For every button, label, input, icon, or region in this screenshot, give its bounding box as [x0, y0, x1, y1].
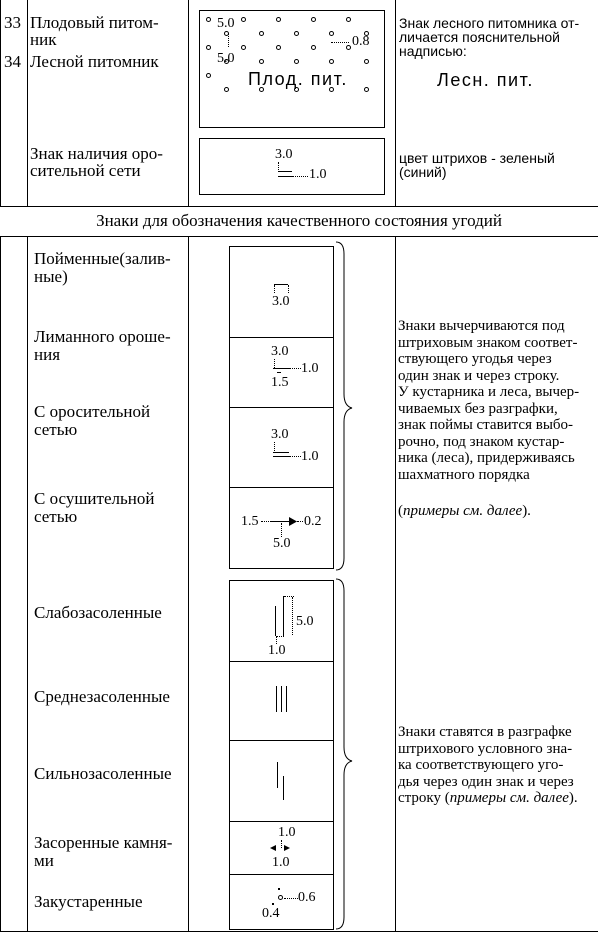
- dim-leader: [288, 285, 289, 293]
- dim-label: 5.0: [217, 16, 235, 31]
- item-name-cont: ные): [34, 267, 68, 286]
- stone-arrows-icon: [270, 845, 290, 851]
- table-rule: [0, 0, 1, 206]
- nursery-dot: [364, 59, 369, 64]
- note-line: ника (леса), придерживаясь: [398, 450, 575, 466]
- shrub-circle: [278, 895, 283, 900]
- dim-label: 5.0: [273, 536, 291, 551]
- table-rule: [0, 236, 1, 932]
- estuary-stroke: [273, 368, 289, 369]
- dim-label: 3.0: [272, 294, 290, 309]
- dim-leader: [289, 368, 301, 369]
- row-number-33: 33: [4, 13, 21, 32]
- note-line: рочно, под знаком кустар-: [398, 433, 565, 450]
- item-name: С оросительной: [34, 402, 151, 421]
- dim-label: 1.0: [301, 361, 319, 376]
- dim-label: 5.0: [296, 614, 314, 629]
- dim-leader: [278, 162, 279, 170]
- dim-label: 0.2: [304, 514, 322, 529]
- dim-leader: [292, 597, 293, 635]
- item-name: Закустаренные: [34, 892, 143, 911]
- dim-leader: [228, 33, 229, 47]
- group2-note: [398, 724, 574, 790]
- nursery-dot: [364, 87, 369, 92]
- nursery-dot: [311, 17, 316, 22]
- dim-label: 0.4: [262, 906, 280, 921]
- irrigation-name: Знак наличия оро-: [30, 144, 163, 163]
- item-name: Сильнозасоленные: [34, 764, 172, 783]
- saline-stroke: [286, 686, 287, 712]
- dim-leader: [297, 521, 303, 522]
- table-rule: [395, 236, 396, 932]
- saline-stroke: [276, 686, 277, 712]
- saline-stroke: [281, 686, 282, 712]
- group1-note-ref: [398, 503, 531, 519]
- nursery-dot: [206, 17, 211, 22]
- dim-label: 3.0: [271, 344, 289, 359]
- note-line: чиваемых без разграфки,: [398, 400, 558, 417]
- irrigation-name-cont: сительной сети: [30, 161, 141, 180]
- nursery-dot: [224, 87, 229, 92]
- dim-leader: [274, 442, 275, 451]
- dim-label: 0.8: [352, 34, 370, 49]
- note-text: строку (: [398, 790, 450, 806]
- group1-note: [398, 318, 579, 483]
- note-ref: примеры см. далее: [449, 790, 569, 806]
- dim-leader: [276, 636, 284, 637]
- brace-icon: [334, 577, 354, 931]
- nursery-dot: [329, 59, 334, 64]
- dim-label: 1.5: [271, 375, 289, 390]
- saline-stroke: [283, 776, 284, 800]
- table-rule: [0, 236, 598, 237]
- forest-nursery-label: Лесн. пит.: [437, 70, 534, 90]
- dim-leader: [261, 521, 271, 522]
- nursery-dot: [259, 31, 264, 36]
- symbol-cell-strong-saline: [229, 740, 334, 822]
- table-rule: [0, 931, 598, 932]
- row-name-33: Плодовый питом-: [30, 13, 159, 32]
- table-rule: [27, 0, 28, 206]
- table-rule: [27, 236, 28, 932]
- dim-leader: [292, 176, 308, 177]
- dim-leader: [289, 456, 301, 457]
- note-ref-close: ).: [522, 503, 531, 519]
- item-name: Слабозасоленные: [34, 603, 162, 622]
- note-line: цвет штрихов - зеленый: [399, 150, 555, 166]
- nursery-dot: [241, 17, 246, 22]
- note-line: штрихового условного зна-: [398, 740, 573, 757]
- dim-leader: [274, 285, 275, 293]
- note-line: Знаки ставятся в разграфке: [398, 724, 572, 740]
- dim-label: 1.0: [309, 167, 327, 182]
- nursery-dot: [276, 17, 281, 22]
- note-ref-open: (: [398, 503, 403, 519]
- note-line: ствующего угодья через: [398, 351, 552, 367]
- dim-label: 3.0: [275, 147, 293, 162]
- item-name: Засоренные камня-: [34, 833, 173, 852]
- dim-label: 1.0: [272, 855, 290, 870]
- table-rule: [188, 0, 189, 206]
- nursery-dot: [294, 59, 299, 64]
- dim-leader: [274, 359, 275, 368]
- item-name: Среднезасоленные: [34, 687, 170, 706]
- nursery-dot: [241, 45, 246, 50]
- nursery-dot: [276, 45, 281, 50]
- saline-stroke: [275, 606, 276, 636]
- irrigation-stroke: [278, 176, 292, 177]
- floodplain-stroke: [274, 284, 288, 285]
- row-name-34: Лесной питомник: [30, 52, 159, 71]
- row-name-33-cont: ник: [30, 30, 57, 49]
- note-line: штриховым знаком соответ-: [398, 334, 578, 351]
- nursery-label: Плод. пит.: [248, 69, 348, 89]
- symbol-cell-irrigation: [229, 407, 334, 488]
- dim-leader: [331, 42, 349, 43]
- symbol-cell-floodplain: [229, 246, 334, 338]
- table-rule: [188, 236, 189, 932]
- dim-label: 1.0: [301, 449, 319, 464]
- irrigation-stroke: [273, 452, 289, 453]
- item-name: Лиманного ороше-: [34, 327, 171, 346]
- shrub-dot: [272, 903, 274, 905]
- note-line: знак поймы ставится выбо-: [398, 417, 574, 433]
- nursery-dot: [329, 31, 334, 36]
- nursery-dot: [346, 17, 351, 22]
- note-line: надписью:: [399, 43, 467, 59]
- nursery-dot: [311, 45, 316, 50]
- dim-label: 3.0: [271, 427, 289, 442]
- dim-label: 1.0: [268, 643, 286, 658]
- item-name-cont: ми: [34, 851, 54, 870]
- dim-label: 5.0: [217, 51, 235, 66]
- dim-leader: [281, 523, 282, 537]
- nursery-dot: [259, 59, 264, 64]
- note-line: Знак лесного питомника от-: [399, 15, 580, 31]
- symbol-cell-shrubby: [229, 874, 334, 930]
- note-line: У кустарника и леса, вычер-: [398, 384, 580, 400]
- nursery-dot: [206, 73, 211, 78]
- note-line: шахматного порядка: [398, 466, 530, 483]
- irrigation-stroke: [273, 456, 289, 457]
- table-rule: [395, 0, 396, 206]
- saline-stroke: [277, 762, 278, 788]
- brace-icon: [334, 240, 354, 572]
- nursery-dot: [294, 31, 299, 36]
- dim-label: 0.6: [298, 890, 316, 905]
- dim-leader: [284, 898, 298, 899]
- note-line: ка соответствующего уго-: [398, 757, 564, 773]
- dim-label: 1.0: [278, 825, 296, 840]
- item-name: Пойменные(залив-: [34, 249, 171, 268]
- saline-stroke: [283, 596, 284, 636]
- drainage-stroke: [271, 521, 291, 522]
- estuary-stroke: [277, 372, 281, 373]
- nursery-dot: [346, 45, 351, 50]
- item-name-cont: сетью: [34, 420, 78, 439]
- dim-label: 1.5: [241, 514, 259, 529]
- table-rule: [0, 206, 598, 207]
- note-ref: примеры см. далее: [403, 503, 523, 519]
- item-name: С осушительной: [34, 489, 155, 508]
- irrigation-stroke: [278, 171, 292, 172]
- shrub-dot: [278, 888, 280, 890]
- note-line: (синий): [399, 164, 447, 180]
- item-name-cont: ния: [34, 345, 61, 364]
- section-header: Знаки для обозначения качественного состояния угодий: [96, 211, 502, 230]
- group2-note-last: [398, 790, 578, 806]
- note-line: один знак и через строку.: [398, 367, 560, 384]
- nursery-dot: [206, 45, 211, 50]
- note-line: дья через один знак и через: [398, 773, 574, 790]
- note-line: Знаки вычерчиваются под: [398, 318, 565, 334]
- note-line: личается пояснительной: [399, 29, 560, 45]
- item-name-cont: сетью: [34, 507, 78, 526]
- row-number-34: 34: [4, 52, 21, 71]
- note-ref-close: ).: [568, 790, 578, 806]
